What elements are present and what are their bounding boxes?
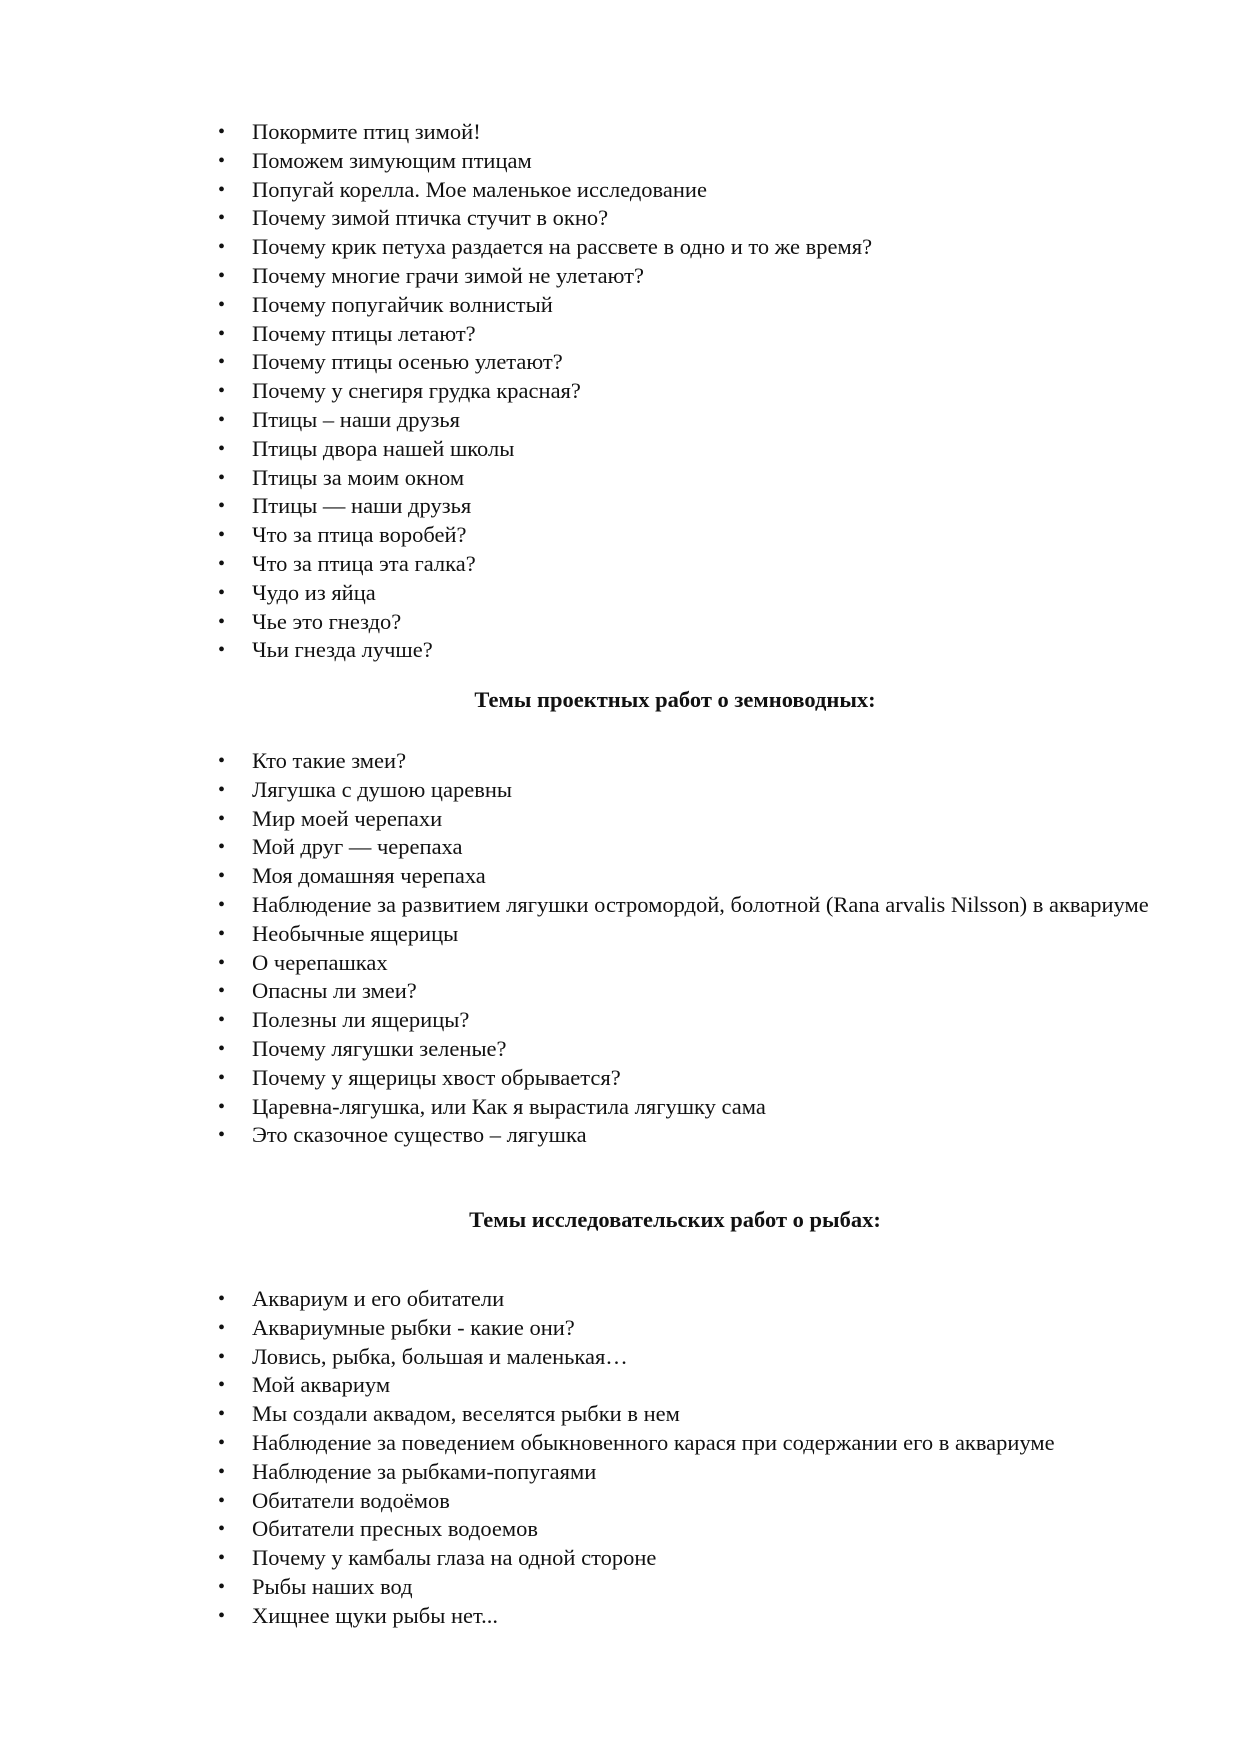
- list-item-text: Почему попугайчик волнистый: [252, 291, 553, 317]
- bullet-icon: •: [218, 865, 226, 888]
- list-item-text: Мир моей черепахи: [252, 805, 443, 831]
- bullet-icon: •: [218, 951, 226, 974]
- list-item: [200, 1343, 1160, 1372]
- list-item-text: Мой аквариум: [252, 1372, 391, 1398]
- list-item-text: Кто такие змеи?: [252, 748, 407, 773]
- list-item: [200, 291, 1160, 320]
- list-item: [200, 920, 1160, 949]
- list-item: [200, 1006, 1160, 1035]
- bullet-icon: •: [218, 524, 226, 547]
- bullet-icon: •: [218, 322, 226, 345]
- list-item-text: Наблюдение за развитием лягушки остромордой, болотной (Rana arvalis Nilsson) в аквариуме: [252, 891, 1149, 917]
- list-item: [200, 1602, 1160, 1631]
- list-item-text: Покормите птиц зимой!: [252, 119, 481, 144]
- list-item-text: Наблюдение за рыбками-попугаями: [252, 1458, 597, 1484]
- amphibians-topic-list: [200, 747, 1160, 1150]
- list-item: [200, 579, 1160, 608]
- list-item-text: Почему у снегиря грудка красная?: [252, 378, 581, 404]
- list-item-text: Царевна-лягушка, или Как я вырастила лягушку сама: [252, 1093, 766, 1119]
- bullet-icon: •: [218, 1460, 226, 1483]
- list-item-text: Почему птицы летают?: [252, 320, 476, 346]
- list-item: [200, 1487, 1160, 1516]
- bullet-icon: •: [218, 1518, 226, 1541]
- list-item-text: Птицы двора нашей школы: [252, 435, 515, 461]
- list-item: [200, 1400, 1160, 1429]
- list-item: [200, 320, 1160, 349]
- list-item-text: Чье это гнездо?: [252, 608, 402, 634]
- bullet-icon: •: [218, 437, 226, 460]
- list-item: [200, 862, 1160, 891]
- bullet-icon: •: [218, 980, 226, 1003]
- bullet-icon: •: [218, 836, 226, 859]
- list-item: [200, 805, 1160, 834]
- bullet-icon: •: [218, 293, 226, 316]
- bullet-icon: •: [218, 922, 226, 945]
- list-item: [200, 435, 1160, 464]
- list-item-text: Птицы – наши друзья: [252, 406, 460, 432]
- list-item: [200, 977, 1160, 1006]
- list-item: [200, 348, 1160, 377]
- list-item: [200, 776, 1160, 805]
- list-item-text: Мой друг — черепаха: [252, 834, 463, 860]
- bullet-icon: •: [218, 466, 226, 489]
- list-item: [200, 233, 1160, 262]
- list-item: [200, 1371, 1160, 1400]
- list-item-text: Почему у камбалы глаза на одной стороне: [252, 1545, 657, 1571]
- bullet-icon: •: [218, 1374, 226, 1397]
- list-item-text: Чьи гнезда лучше?: [252, 637, 433, 663]
- list-item: [200, 406, 1160, 435]
- list-item-text: Почему у ящерицы хвост обрывается?: [252, 1064, 621, 1090]
- list-item-text: Почему зимой птичка стучит в окно?: [252, 205, 609, 231]
- list-item: [200, 1458, 1160, 1487]
- list-item-text: Поможем зимующим птицам: [252, 147, 532, 173]
- bullet-icon: •: [218, 207, 226, 230]
- list-item: [200, 636, 1160, 665]
- fish-section-heading: Темы исследовательских работ о рыбах:: [469, 1207, 881, 1232]
- list-item: [200, 608, 1160, 637]
- bullet-icon: •: [218, 1009, 226, 1032]
- list-item: [200, 1035, 1160, 1064]
- bullet-icon: •: [218, 1037, 226, 1060]
- bullet-icon: •: [218, 1288, 226, 1310]
- list-item-text: Полезны ли ящерицы?: [252, 1007, 470, 1033]
- amphibians-section-heading: Темы проектных работ о земноводных:: [474, 687, 876, 712]
- list-item-text: Почему лягушки зеленые?: [252, 1035, 507, 1061]
- list-item-text: Обитатели водоёмов: [252, 1487, 450, 1513]
- list-item: [200, 1573, 1160, 1602]
- list-item: [200, 147, 1160, 176]
- bullet-icon: •: [218, 1124, 226, 1147]
- list-item-text: О черепашках: [252, 949, 388, 975]
- list-item: [200, 1515, 1160, 1544]
- bullet-icon: •: [218, 610, 226, 633]
- list-item-text: Наблюдение за поведением обыкновенного карася при содержании его в аквариуме: [252, 1429, 1055, 1455]
- list-item-text: Ловись, рыбка, большая и маленькая…: [252, 1343, 628, 1369]
- list-item-text: Опасны ли змеи?: [252, 978, 417, 1004]
- fish-topic-list: [200, 1285, 1160, 1631]
- bullet-icon: •: [218, 121, 226, 143]
- list-item: [200, 1093, 1160, 1122]
- bullet-icon: •: [218, 178, 226, 201]
- bullet-icon: •: [218, 1431, 226, 1454]
- list-item: [200, 1121, 1160, 1150]
- list-item: [200, 521, 1160, 550]
- list-item: [200, 262, 1160, 291]
- list-item: [200, 949, 1160, 978]
- list-item: [200, 833, 1160, 862]
- list-item-text: Хищнее щуки рыбы нет...: [252, 1602, 499, 1628]
- list-item-text: Почему птицы осенью улетают?: [252, 349, 563, 375]
- bullet-icon: •: [218, 264, 226, 287]
- list-item: [200, 1429, 1160, 1458]
- list-item-text: Птицы — наши друзья: [252, 493, 472, 519]
- list-item-text: Что за птица эта галка?: [252, 550, 476, 576]
- bullet-icon: •: [218, 149, 226, 172]
- list-item: [200, 118, 1160, 147]
- bullet-icon: •: [218, 351, 226, 374]
- bullet-icon: •: [218, 1095, 226, 1118]
- list-item-text: Почему многие грачи зимой не улетают?: [252, 262, 644, 288]
- list-item: [200, 1314, 1160, 1343]
- list-item: [200, 464, 1160, 493]
- list-item-text: Аквариумные рыбки - какие они?: [252, 1314, 575, 1340]
- list-item-text: Попугай корелла. Мое маленькое исследование: [252, 176, 707, 202]
- bullet-icon: •: [218, 1403, 226, 1426]
- list-item: [200, 1064, 1160, 1093]
- list-item-text: Что за птица воробей?: [252, 522, 467, 548]
- list-item: [200, 747, 1160, 776]
- list-item: [200, 204, 1160, 233]
- list-item-text: Мы создали аквадом, веселятся рыбки в нем: [252, 1401, 680, 1427]
- list-item: [200, 377, 1160, 406]
- bullet-icon: •: [218, 1604, 226, 1627]
- list-item-text: Рыбы наших вод: [252, 1573, 413, 1599]
- bullet-icon: •: [218, 639, 226, 662]
- bullet-icon: •: [218, 236, 226, 259]
- bullet-icon: •: [218, 893, 226, 916]
- bullet-icon: •: [218, 380, 226, 403]
- bullet-icon: •: [218, 778, 226, 801]
- list-item: [200, 1544, 1160, 1573]
- list-item: [200, 492, 1160, 521]
- bullet-icon: •: [218, 1345, 226, 1368]
- list-item-text: Аквариум и его обитатели: [252, 1286, 505, 1311]
- bullet-icon: •: [218, 807, 226, 830]
- bullet-icon: •: [218, 1066, 226, 1089]
- bullet-icon: •: [218, 750, 226, 772]
- bullet-icon: •: [218, 408, 226, 431]
- bullet-icon: •: [218, 1316, 226, 1339]
- list-item-text: Почему крик петуха раздается на рассвете в одно и то же время?: [252, 234, 873, 260]
- bullet-icon: •: [218, 1575, 226, 1598]
- bullet-icon: •: [218, 495, 226, 518]
- bullet-icon: •: [218, 552, 226, 575]
- list-item: [200, 891, 1160, 920]
- birds-topic-list: [200, 118, 1160, 665]
- list-item: [200, 1285, 1160, 1314]
- list-item: [200, 550, 1160, 579]
- list-item: [200, 176, 1160, 205]
- list-item-text: Моя домашняя черепаха: [252, 863, 486, 889]
- list-item-text: Птицы за моим окном: [252, 464, 465, 490]
- bullet-icon: •: [218, 1489, 226, 1512]
- list-item-text: Обитатели пресных водоемов: [252, 1516, 538, 1542]
- bullet-icon: •: [218, 581, 226, 604]
- list-item-text: Чудо из яйца: [252, 579, 376, 605]
- list-item-text: Это сказочное существо – лягушка: [252, 1122, 587, 1148]
- list-item-text: Лягушка с душою царевны: [252, 776, 512, 802]
- bullet-icon: •: [218, 1547, 226, 1570]
- list-item-text: Необычные ящерицы: [252, 920, 459, 946]
